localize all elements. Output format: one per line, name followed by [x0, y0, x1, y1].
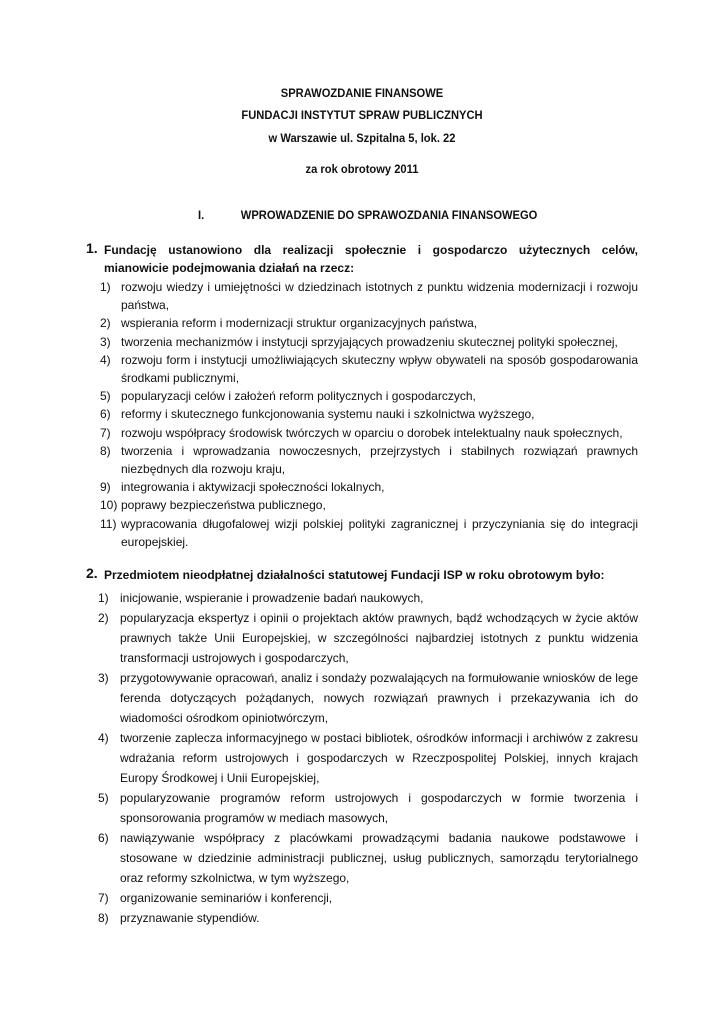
- item-text: wypracowania długofalowej wizji polskiej polityki zagranicznej i przyczyniania się do integracji europejskiej.: [121, 516, 638, 549]
- item-number: 5): [100, 389, 111, 404]
- item-number: 11): [100, 516, 117, 531]
- section-heading: [198, 208, 537, 222]
- item-number: 9): [100, 480, 111, 495]
- foundation-name: FUNDACJI INSTYTUT SPRAW PUBLICZNYCH: [241, 108, 483, 122]
- list-item: [0, 333, 724, 351]
- item-text: rozwoju współpracy środowisk twórczych w oparciu o dorobek intelektualny nauk społecznych,: [121, 425, 623, 440]
- list-item: [0, 668, 724, 728]
- point-2-number: 2.: [86, 565, 98, 581]
- point-1-title: Fundację ustanowiono dla realizacji społecznie i gospodarczo użytecznych celów, mianowicie podejmowania działań na rzecz:: [104, 243, 638, 275]
- item-text: reformy i skutecznego funkcjonowania systemu nauki i szkolnictwa wyższego,: [121, 407, 535, 422]
- item-number: 3): [98, 671, 109, 685]
- item-number: 7): [98, 891, 109, 905]
- section-title: WPROWADZENIE DO SPRAWOZDANIA FINANSOWEGO: [240, 208, 538, 222]
- item-text: tworzenia mechanizmów i instytucji sprzyjających prowadzeniu skutecznej polityki społecznej,: [121, 334, 618, 349]
- item-text: popularyzowanie programów reform ustrojowych i gospodarczych w formie tworzenia i sponsorowania programów w mediach masowych,: [120, 791, 638, 825]
- item-text: przyznawanie stypendiów.: [120, 911, 260, 925]
- item-text: integrowania i aktywizacji społeczności lokalnych,: [121, 480, 385, 495]
- item-text: popularyzacji celów i założeń reform politycznych i gospodarczych,: [121, 389, 476, 404]
- list-item: [0, 424, 724, 442]
- item-text: wspierania reform i modernizacji struktur organizacyjnych państwa,: [121, 316, 478, 331]
- list-item: [0, 405, 724, 423]
- item-number: 8): [98, 911, 109, 925]
- item-number: 2): [98, 611, 109, 625]
- item-number: 1): [98, 591, 109, 605]
- item-text: poprawy bezpieczeństwa publicznego,: [121, 498, 326, 513]
- item-number: 6): [98, 831, 109, 845]
- item-number: 6): [100, 407, 111, 422]
- list-item: [0, 828, 724, 888]
- fiscal-year: za rok obrotowy 2011: [305, 162, 419, 176]
- list-item: [0, 515, 724, 551]
- item-number: 1): [100, 280, 111, 294]
- item-text: organizowanie seminariów i konferencji,: [120, 891, 333, 905]
- item-text: przygotowywanie opracowań, analiz i sondaży pozwalających na formułowanie wniosków de lege ferenda dotyczących pożądanych, nowych rozwiązań prawnych i przekazywania ich do wiadomości ośrodkom opiniotwórczym,: [120, 671, 638, 725]
- item-number: 3): [100, 334, 111, 349]
- list-item: [0, 278, 724, 314]
- item-number: 4): [100, 352, 111, 367]
- item-number: 10): [100, 498, 118, 513]
- point-2-title: Przedmiotem nieodpłatnej działalności statutowej Fundacji ISP w roku obrotowym było:: [104, 568, 605, 582]
- item-number: 4): [98, 731, 109, 745]
- item-text: popularyzacja ekspertyz i opinii o projektach aktów prawnych, bądź wchodzących w życie aktów prawnych także Unii Europejskiej, w szczególności najbardziej istotnych z punktu widzenia transformacji ustrojowych i gospodarczych,: [120, 611, 638, 665]
- foundation-address: w Warszawie ul. Szpitalna 5, lok. 22: [268, 131, 456, 145]
- item-text: rozwoju form i instytucji umożliwiających skuteczny wpływ obywateli na sposób gospodarowania środkami publicznymi,: [121, 352, 638, 386]
- item-text: tworzenie zaplecza informacyjnego w postaci bibliotek, ośrodków informacji i archiwów z zakresu wdrażania reform ustrojowych i gospodarczych w Rzeczpospolitej Polskiej, innych krajach Europy Środkowej i Unii Europejskiej,: [120, 731, 638, 785]
- list-item: [0, 908, 724, 928]
- list-item: [0, 588, 724, 608]
- point-1-number: 1.: [86, 240, 98, 256]
- list-item: [0, 478, 724, 496]
- report-title: SPRAWOZDANIE FINANSOWE: [280, 86, 444, 100]
- point-1-list: [0, 278, 724, 551]
- list-item: [0, 496, 724, 514]
- list-item: [0, 314, 724, 332]
- item-text: inicjowanie, wspieranie i prowadzenie badań naukowych,: [120, 591, 424, 605]
- item-text: tworzenia i wprowadzania nowoczesnych, przejrzystych i stabilnych rozwiązań prawnych niezbędnych dla rozwoju kraju,: [121, 443, 638, 477]
- item-number: 7): [100, 425, 111, 440]
- list-item: [0, 788, 724, 828]
- item-text: rozwoju wiedzy i umiejętności w dziedzinach istotnych z punktu widzenia modernizacji i rozwoju państwa,: [121, 280, 638, 313]
- item-text: nawiązywanie współpracy z placówkami prowadzącymi badania naukowe podstawowe i stosowane w dziedzinie administracji publicznej, usług publicznych, samorządu terytorialnego oraz reformy szkolnictwa, w tym wyższego,: [120, 831, 638, 885]
- section-number: I.: [198, 208, 205, 222]
- list-item: [0, 608, 724, 668]
- item-number: 5): [98, 791, 109, 805]
- item-number: 8): [100, 443, 111, 458]
- list-item: [0, 387, 724, 405]
- item-number: 2): [100, 316, 111, 331]
- list-item: [0, 728, 724, 788]
- list-item: [0, 351, 724, 387]
- point-2-list: [0, 588, 724, 928]
- list-item: [0, 888, 724, 908]
- list-item: [0, 442, 724, 478]
